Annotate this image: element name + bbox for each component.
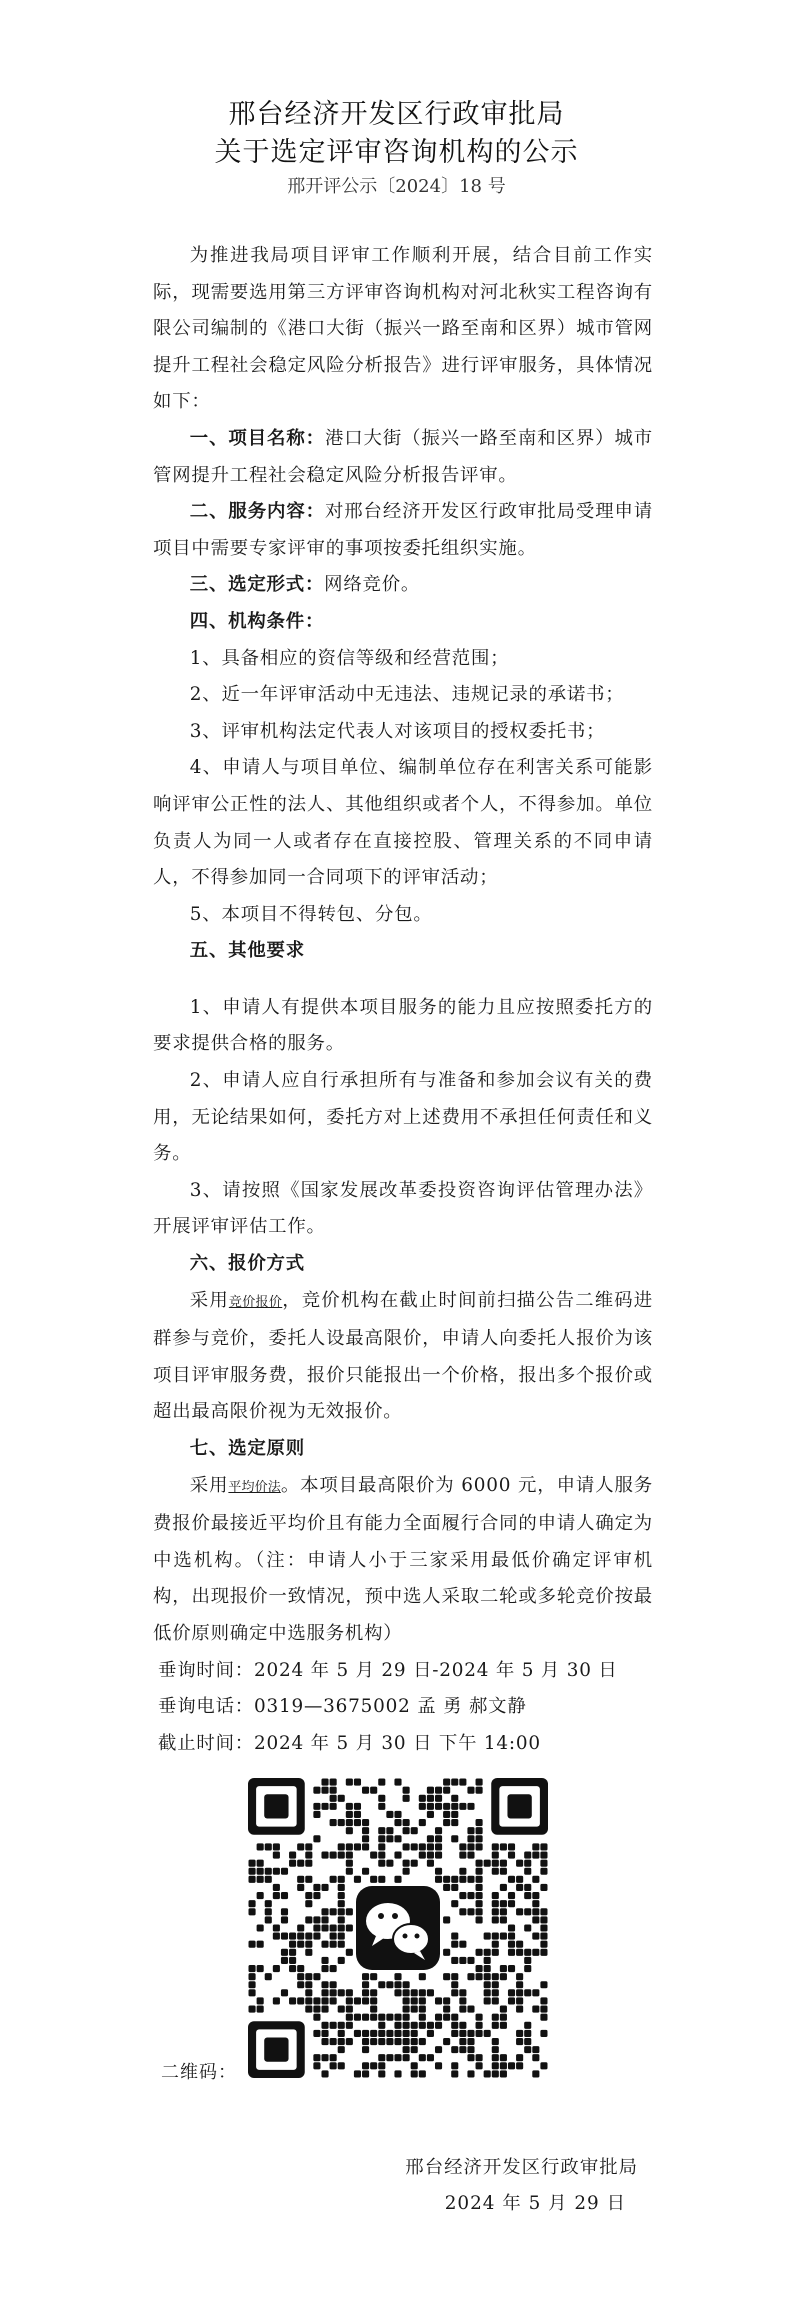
conditions-heading: 四、机构条件： bbox=[189, 610, 325, 632]
other-heading: 五、其他要求 bbox=[189, 940, 305, 962]
quote-paragraph bbox=[153, 1283, 653, 1431]
condition-item: 4、申请人与项目单位、编制单位存在利害关系可能影响评审公正性的法人、其他组织或者个人，不得参加。单位负责人为同一人或者存在直接控股、管理关系的不同申请人，不得参加同一合同项下的评审活动； bbox=[153, 757, 653, 889]
inquiry-time: 垂询时间：2024 年 5 月 29 日-2024 年 5 月 30 日 bbox=[158, 1659, 618, 1681]
quote-method: 竞价报价 bbox=[228, 1294, 283, 1310]
project-heading: 一、项目名称： bbox=[189, 427, 325, 449]
signature-date: 2024 年 5 月 29 日 bbox=[444, 2193, 626, 2215]
intro-paragraph: 为推进我局项目评审工作顺利开展，结合目前工作实际，现需要选用第三方评审咨询机构对河北秋实工程咨询有限公司编制的《港口大街（振兴一路至南和区界）城市管网提升工程社会稳定风险分析报告》进行评审服务，具体情况如下： bbox=[153, 245, 653, 413]
condition-item: 3、评审机构法定代表人对该项目的授权委托书； bbox=[189, 720, 606, 742]
qr-section bbox=[153, 1778, 653, 2088]
wechat-icon bbox=[356, 1886, 440, 1970]
form-heading: 三、选定形式： bbox=[189, 574, 325, 596]
conditions-section bbox=[153, 604, 653, 641]
quote-prefix: 采用 bbox=[189, 1289, 229, 1311]
other-item: 1、申请人有提供本项目服务的能力且应按照委托方的要求提供合格的服务。 bbox=[153, 996, 653, 1055]
deadline: 截止时间：2024 年 5 月 30 日 下午 14:00 bbox=[158, 1732, 541, 1754]
title-line-2: 关于选定评审咨询机构的公示 bbox=[214, 137, 579, 168]
qr-label: 二维码： bbox=[161, 2062, 237, 2084]
other-item: 3、请按照《国家发展改革委投资咨询评估管理办法》开展评审评估工作。 bbox=[153, 1179, 653, 1238]
inquiry-phone: 垂询电话：0319—3675002 孟 勇 郝文静 bbox=[158, 1696, 527, 1718]
quote-section bbox=[153, 1246, 653, 1283]
principle-section bbox=[153, 1431, 653, 1468]
signature-org: 邢台经济开发区行政审批局 bbox=[405, 2157, 638, 2179]
document-number: 邢开评公示〔2024〕18 号 bbox=[287, 176, 506, 197]
principle-paragraph bbox=[153, 1468, 653, 1653]
service-text: 对邢台经济开发区行政审批局受理申请项目中需要专家评审的事项按委托组织实施。 bbox=[153, 501, 653, 559]
service-section bbox=[153, 494, 653, 567]
qr-code[interactable] bbox=[248, 1778, 548, 2078]
qr-finder-pattern bbox=[491, 1778, 548, 1835]
quote-heading: 六、报价方式 bbox=[189, 1253, 305, 1275]
other-section bbox=[153, 933, 653, 970]
principle-heading: 七、选定原则 bbox=[189, 1438, 305, 1459]
document-body bbox=[153, 238, 653, 2222]
spacer bbox=[153, 970, 653, 990]
condition-item: 5、本项目不得转包、分包。 bbox=[189, 903, 433, 925]
service-heading: 二、服务内容： bbox=[189, 501, 325, 523]
condition-item: 2、近一年评审活动中无违法、违规记录的承诺书； bbox=[189, 684, 625, 706]
form-section bbox=[153, 567, 653, 604]
form-text: 网络竞价。 bbox=[324, 574, 421, 596]
condition-item: 1、具备相应的资信等级和经营范围； bbox=[189, 647, 510, 669]
qr-finder-pattern bbox=[248, 1778, 305, 1835]
project-text: 港口大街（振兴一路至南和区界）城市管网提升工程社会稳定风险分析报告评审。 bbox=[153, 427, 653, 486]
principle-method: 平均价法 bbox=[228, 1479, 281, 1495]
qr-finder-pattern bbox=[248, 2022, 305, 2079]
principle-text: 。本项目最高限价为 6000 元，申请人服务费报价最接近平均价且有能力全面履行合同的申请人确定为中选机构。（注：申请人小于三家采用最低价确定评审机构，出现报价一致情况，预中选人采取二轮或多轮竞价按最低价原则确定中选服务机构） bbox=[153, 1474, 653, 1644]
other-item: 2、申请人应自行承担所有与准备和参加会议有关的费用，无论结果如何，委托方对上述费用不承担任何责任和义务。 bbox=[153, 1070, 653, 1165]
quote-text: ，竞价机构在截止时间前扫描公告二维码进群参与竞价，委托人设最高限价，申请人向委托人报价为该项目评审服务费，报价只能报出一个价格，报出多个报价或超出最高限价视为无效报价。 bbox=[153, 1289, 653, 1423]
project-section bbox=[153, 421, 653, 494]
principle-prefix: 采用 bbox=[189, 1474, 229, 1496]
title-line-1: 邢台经济开发区行政审批局 bbox=[228, 99, 565, 130]
signature-block bbox=[153, 2150, 653, 2222]
